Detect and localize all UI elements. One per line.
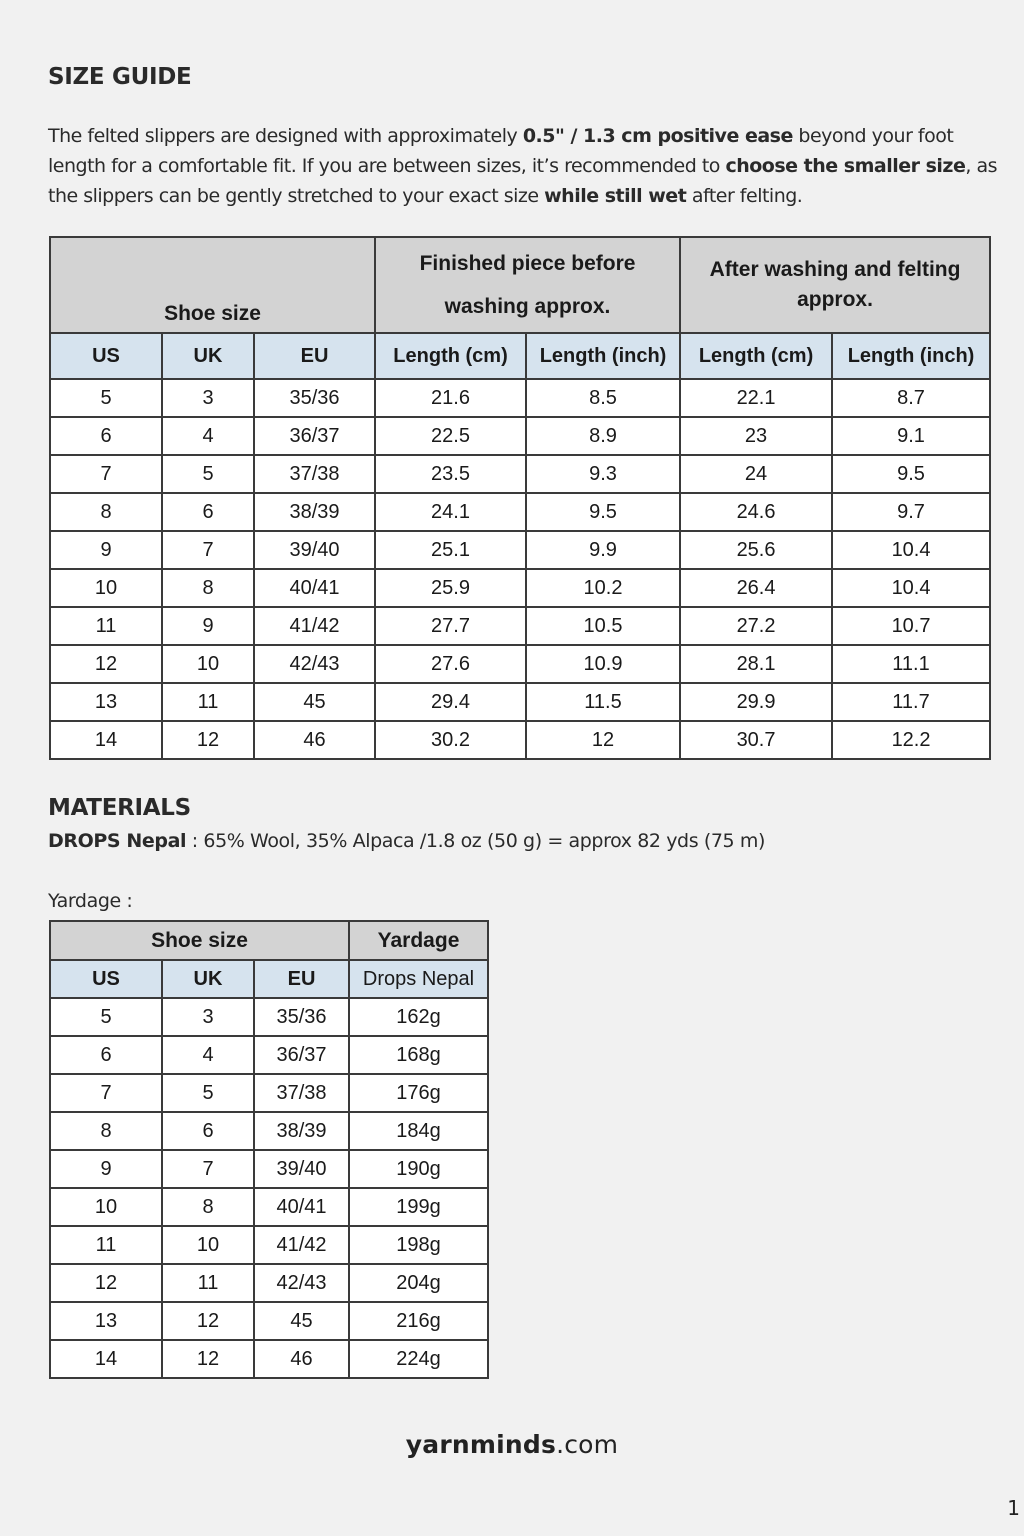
table-cell: 28.1 xyxy=(680,645,832,683)
column-header: Drops Nepal xyxy=(349,960,488,998)
table-cell: 3 xyxy=(162,379,254,417)
table-row xyxy=(50,1264,488,1302)
table-cell: 14 xyxy=(50,721,162,759)
table-cell: 8.5 xyxy=(526,379,680,417)
column-header: Length (cm) xyxy=(375,333,526,379)
table-cell: 40/41 xyxy=(254,1188,349,1226)
table-cell: 10 xyxy=(50,569,162,607)
column-header: US xyxy=(50,333,162,379)
table-cell: 199g xyxy=(349,1188,488,1226)
table-cell: 25.6 xyxy=(680,531,832,569)
after-felting-group-header: After washing and felting approx. xyxy=(680,237,990,333)
table-cell: 41/42 xyxy=(254,607,375,645)
table-cell: 46 xyxy=(254,1340,349,1378)
table-cell: 10 xyxy=(162,1226,254,1264)
table-cell: 5 xyxy=(50,379,162,417)
table-cell: 7 xyxy=(50,455,162,493)
column-header: UK xyxy=(162,333,254,379)
column-header: Length (cm) xyxy=(680,333,832,379)
table-cell: 24.1 xyxy=(375,493,526,531)
materials-title: MATERIALS xyxy=(48,795,191,821)
table-cell: 11.1 xyxy=(832,645,990,683)
column-header: UK xyxy=(162,960,254,998)
table-cell: 9 xyxy=(50,531,162,569)
table-cell: 198g xyxy=(349,1226,488,1264)
table-cell: 5 xyxy=(162,455,254,493)
table-cell: 39/40 xyxy=(254,531,375,569)
table-cell: 9.5 xyxy=(832,455,990,493)
table-cell: 25.9 xyxy=(375,569,526,607)
table-cell: 10.2 xyxy=(526,569,680,607)
table-cell: 11.5 xyxy=(526,683,680,721)
table-cell: 38/39 xyxy=(254,493,375,531)
table-cell: 11.7 xyxy=(832,683,990,721)
table-cell: 37/38 xyxy=(254,455,375,493)
table-cell: 42/43 xyxy=(254,1264,349,1302)
table-cell: 4 xyxy=(162,417,254,455)
size-guide-table xyxy=(49,236,991,760)
table-cell: 10 xyxy=(50,1188,162,1226)
yarn-name: DROPS Nepal xyxy=(48,830,187,852)
table-cell: 12 xyxy=(50,1264,162,1302)
table-cell: 162g xyxy=(349,998,488,1036)
table-cell: 27.2 xyxy=(680,607,832,645)
table-cell: 5 xyxy=(162,1074,254,1112)
table-cell: 23 xyxy=(680,417,832,455)
intro-text: , as the slippers can be gently stretched to your exact size xyxy=(48,155,997,207)
table-cell: 13 xyxy=(50,683,162,721)
table-cell: 10.7 xyxy=(832,607,990,645)
table-cell: 9.7 xyxy=(832,493,990,531)
shoe-size-group-header: Shoe size xyxy=(50,237,375,333)
table-cell: 27.6 xyxy=(375,645,526,683)
table-cell: 12 xyxy=(162,1302,254,1340)
table-cell: 6 xyxy=(50,417,162,455)
table-cell: 5 xyxy=(50,998,162,1036)
intro-emphasis: choose the smaller size xyxy=(725,155,966,177)
table-row xyxy=(50,379,990,417)
table-cell: 8.7 xyxy=(832,379,990,417)
intro-text: beyond your foot length for a comfortable fit. If you are between sizes, it’s recommended to xyxy=(48,125,954,177)
table-cell: 7 xyxy=(162,531,254,569)
table-cell: 39/40 xyxy=(254,1150,349,1188)
table-cell: 8 xyxy=(162,569,254,607)
table-row xyxy=(50,998,488,1036)
table-row xyxy=(50,531,990,569)
table-cell: 36/37 xyxy=(254,417,375,455)
table-row xyxy=(50,1340,488,1378)
column-header: Length (inch) xyxy=(832,333,990,379)
table-row xyxy=(50,455,990,493)
table-cell: 24 xyxy=(680,455,832,493)
brand-domain: .com xyxy=(556,1430,619,1459)
table-cell: 4 xyxy=(162,1036,254,1074)
page-number: 1 xyxy=(1007,1496,1020,1520)
table-cell: 11 xyxy=(50,1226,162,1264)
column-header: EU xyxy=(254,960,349,998)
table-cell: 22.5 xyxy=(375,417,526,455)
table-cell: 35/36 xyxy=(254,379,375,417)
before-washing-group-header: Finished piece before washing approx. xyxy=(375,237,680,333)
table-cell: 9.9 xyxy=(526,531,680,569)
table-cell: 23.5 xyxy=(375,455,526,493)
table-cell: 13 xyxy=(50,1302,162,1340)
table-cell: 46 xyxy=(254,721,375,759)
column-header: US xyxy=(50,960,162,998)
table-cell: 6 xyxy=(162,493,254,531)
table-cell: 6 xyxy=(50,1036,162,1074)
table-cell: 11 xyxy=(50,607,162,645)
table-cell: 11 xyxy=(162,683,254,721)
table-cell: 10 xyxy=(162,645,254,683)
table-cell: 184g xyxy=(349,1112,488,1150)
column-header: EU xyxy=(254,333,375,379)
table-cell: 9.5 xyxy=(526,493,680,531)
table-cell: 8 xyxy=(162,1188,254,1226)
table-cell: 21.6 xyxy=(375,379,526,417)
yarn-detail: : 65% Wool, 35% Alpaca /1.8 oz (50 g) = approx 82 yds (75 m) xyxy=(186,830,766,852)
table-cell: 37/38 xyxy=(254,1074,349,1112)
table-cell: 7 xyxy=(162,1150,254,1188)
table-cell: 10.4 xyxy=(832,531,990,569)
table-cell: 7 xyxy=(50,1074,162,1112)
table-cell: 12.2 xyxy=(832,721,990,759)
intro-emphasis: 0.5" / 1.3 cm positive ease xyxy=(522,125,793,147)
yardage-group-header: Yardage xyxy=(349,921,488,960)
table-cell: 27.7 xyxy=(375,607,526,645)
size-guide-intro xyxy=(48,121,1013,211)
table-cell: 11 xyxy=(162,1264,254,1302)
table-row xyxy=(50,1074,488,1112)
table-cell: 14 xyxy=(50,1340,162,1378)
table-cell: 216g xyxy=(349,1302,488,1340)
yardage-shoe-size-group-header: Shoe size xyxy=(50,921,349,960)
table-cell: 9 xyxy=(50,1150,162,1188)
table-cell: 224g xyxy=(349,1340,488,1378)
yardage-table xyxy=(49,920,489,1379)
table-row xyxy=(50,569,990,607)
table-cell: 38/39 xyxy=(254,1112,349,1150)
table-cell: 30.7 xyxy=(680,721,832,759)
table-cell: 30.2 xyxy=(375,721,526,759)
table-row xyxy=(50,1036,488,1074)
table-cell: 12 xyxy=(162,1340,254,1378)
table-cell: 6 xyxy=(162,1112,254,1150)
table-cell: 22.1 xyxy=(680,379,832,417)
table-cell: 9.3 xyxy=(526,455,680,493)
table-cell: 29.4 xyxy=(375,683,526,721)
table-cell: 24.6 xyxy=(680,493,832,531)
table-row xyxy=(50,645,990,683)
table-cell: 176g xyxy=(349,1074,488,1112)
table-cell: 190g xyxy=(349,1150,488,1188)
table-cell: 8 xyxy=(50,1112,162,1150)
table-row xyxy=(50,1112,488,1150)
table-cell: 9 xyxy=(162,607,254,645)
table-cell: 9.1 xyxy=(832,417,990,455)
table-cell: 8.9 xyxy=(526,417,680,455)
size-guide-title: SIZE GUIDE xyxy=(48,64,192,90)
table-cell: 168g xyxy=(349,1036,488,1074)
table-row xyxy=(50,607,990,645)
table-cell: 10.9 xyxy=(526,645,680,683)
table-cell: 12 xyxy=(50,645,162,683)
table-cell: 8 xyxy=(50,493,162,531)
table-cell: 12 xyxy=(526,721,680,759)
table-cell: 41/42 xyxy=(254,1226,349,1264)
table-cell: 10.4 xyxy=(832,569,990,607)
table-cell: 25.1 xyxy=(375,531,526,569)
table-cell: 36/37 xyxy=(254,1036,349,1074)
table-row xyxy=(50,417,990,455)
table-row xyxy=(50,493,990,531)
materials-yarn-line xyxy=(48,830,765,852)
column-header: Length (inch) xyxy=(526,333,680,379)
table-cell: 204g xyxy=(349,1264,488,1302)
table-row xyxy=(50,683,990,721)
table-cell: 12 xyxy=(162,721,254,759)
table-row xyxy=(50,1150,488,1188)
table-cell: 45 xyxy=(254,683,375,721)
table-cell: 10.5 xyxy=(526,607,680,645)
intro-text: after felting. xyxy=(686,185,803,207)
table-cell: 3 xyxy=(162,998,254,1036)
table-cell: 40/41 xyxy=(254,569,375,607)
table-cell: 29.9 xyxy=(680,683,832,721)
table-cell: 45 xyxy=(254,1302,349,1340)
yardage-label: Yardage : xyxy=(48,890,133,912)
table-row xyxy=(50,1188,488,1226)
table-row xyxy=(50,1302,488,1340)
table-row xyxy=(50,721,990,759)
table-cell: 26.4 xyxy=(680,569,832,607)
intro-emphasis: while still wet xyxy=(544,185,687,207)
table-row xyxy=(50,1226,488,1264)
intro-text: The felted slippers are designed with approximately xyxy=(48,125,523,147)
brand-name: yarnminds xyxy=(405,1430,557,1459)
table-cell: 42/43 xyxy=(254,645,375,683)
table-cell: 35/36 xyxy=(254,998,349,1036)
footer-brand xyxy=(0,1430,1024,1459)
